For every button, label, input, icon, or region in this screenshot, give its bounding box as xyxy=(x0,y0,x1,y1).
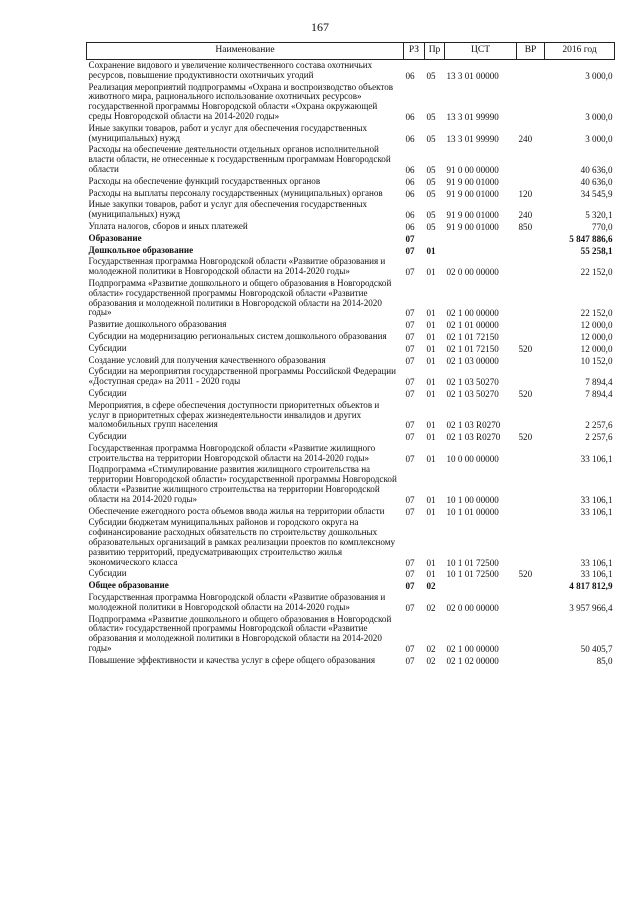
header-sum: 2016 год xyxy=(545,43,615,60)
row-pr: 01 xyxy=(426,343,436,354)
row-name: Обеспечение ежегодного роста объемов ввода жилья на территории области xyxy=(88,505,385,516)
row-vr xyxy=(517,614,545,655)
row-name: Подпрограмма «Развитие дошкольного и общего образования в Новгородской области» государственной программы Новгородской области «Развитие образования и молодежной политики в Новгородской области на 2014-2020 годы» xyxy=(88,277,392,318)
row-vr xyxy=(517,464,545,505)
row-rz: 06 xyxy=(405,70,415,81)
row-pr xyxy=(425,233,445,245)
row-vr xyxy=(517,60,545,82)
budget-table xyxy=(86,42,615,667)
table-row xyxy=(87,256,615,278)
row-cst: 91 9 00 01000 xyxy=(446,221,499,232)
row-rz: 07 xyxy=(405,355,415,366)
table-body xyxy=(87,60,615,667)
row-rz: 07 xyxy=(405,644,415,655)
row-rz: 07 xyxy=(405,308,415,319)
row-name: Государственная программа Новгородской области «Развитие жилищного строительства на территории Новгородской области на 2014-2020 годы» xyxy=(88,442,376,463)
row-cst: 10 1 01 72500 xyxy=(446,569,499,580)
table-row xyxy=(87,506,615,518)
row-pr: 01 xyxy=(426,355,436,366)
table-row xyxy=(87,655,615,667)
row-rz: 07 xyxy=(405,569,415,580)
row-rz: 07 xyxy=(405,245,415,256)
row-vr xyxy=(517,278,545,319)
row-name: Субсидии на мероприятия государственной программы Российской Федерации «Доступная среда» на 2011 - 2020 годы xyxy=(88,366,397,387)
row-vr xyxy=(517,443,545,465)
row-sum: 2 257,6 xyxy=(585,432,613,443)
row-cst: 02 0 00 00000 xyxy=(446,267,499,278)
row-cst: 10 1 00 00000 xyxy=(446,494,499,505)
row-cst: 10 1 01 00000 xyxy=(446,506,499,517)
row-vr xyxy=(517,592,545,614)
row-cst: 02 1 01 00000 xyxy=(446,320,499,331)
row-sum: 5 847 886,6 xyxy=(569,233,613,244)
row-cst: 13 3 01 99990 xyxy=(446,133,499,144)
row-cst: 13 3 01 00000 xyxy=(446,70,499,81)
row-rz: 07 xyxy=(405,388,415,399)
row-name: Развитие дошкольного образования xyxy=(88,319,227,330)
row-cst: 02 1 03 50270 xyxy=(446,388,499,399)
row-name: Дошкольное образование xyxy=(88,244,194,255)
row-vr: 120 xyxy=(518,188,533,199)
row-cst: 10 1 01 72500 xyxy=(446,557,499,568)
row-rz: 06 xyxy=(405,221,415,232)
table-row xyxy=(87,233,615,245)
row-name: Иные закупки товаров, работ и услуг для обеспечения государственных (муниципальных) нужд xyxy=(88,122,367,143)
row-rz: 07 xyxy=(405,453,415,464)
row-vr: 240 xyxy=(518,210,533,221)
row-pr: 01 xyxy=(426,420,436,431)
row-sum: 12 000,0 xyxy=(580,331,613,342)
row-rz: 06 xyxy=(405,164,415,175)
row-sum: 22 152,0 xyxy=(580,267,613,278)
row-pr: 05 xyxy=(426,164,436,175)
row-name: Подпрограмма «Развитие дошкольного и общего образования в Новгородской области» государственной программы Новгородской области «Развитие образования и молодежной политики в Новгородской области на 2014-2020 годы» xyxy=(88,613,392,654)
row-name: Образование xyxy=(88,232,142,243)
row-cst: 02 1 03 50270 xyxy=(446,377,499,388)
row-name: Расходы на обеспечение деятельности отдельных органов исполнительной власти области, не отнесенные к государственным программам Новгородской области xyxy=(88,144,391,174)
row-cst: 02 1 02 00000 xyxy=(446,655,499,666)
row-cst: 02 1 00 00000 xyxy=(446,308,499,319)
table-row xyxy=(87,388,615,400)
row-rz: 07 xyxy=(405,557,415,568)
row-sum: 3 000,0 xyxy=(585,70,613,81)
row-pr: 02 xyxy=(426,655,436,666)
row-vr: 240 xyxy=(518,133,533,144)
row-vr xyxy=(517,517,545,568)
row-pr: 01 xyxy=(426,388,436,399)
table-row xyxy=(87,245,615,257)
row-rz: 07 xyxy=(405,331,415,342)
row-pr: 01 xyxy=(426,557,436,568)
row-pr: 01 xyxy=(426,569,436,580)
row-rz: 07 xyxy=(405,420,415,431)
row-name: Мероприятия, в сфере обеспечения доступности приоритетных объектов и услуг в приоритетных сферах жизнедеятельности инвалидов и других маломобильных групп населения xyxy=(88,399,380,430)
row-name: Субсидии xyxy=(88,387,127,398)
row-pr: 05 xyxy=(426,188,436,199)
table-row xyxy=(87,221,615,233)
row-vr xyxy=(517,366,545,388)
row-vr xyxy=(517,319,545,331)
table-row xyxy=(87,592,615,614)
row-cst: 02 1 03 R0270 xyxy=(446,432,501,443)
row-cst: 91 9 00 01000 xyxy=(446,188,499,199)
row-pr: 01 xyxy=(426,245,436,256)
row-rz: 07 xyxy=(405,506,415,517)
table-row xyxy=(87,199,615,221)
page-number: 167 xyxy=(311,20,329,34)
row-vr xyxy=(517,655,545,667)
table-row xyxy=(87,355,615,367)
table-row xyxy=(87,431,615,443)
row-pr: 01 xyxy=(426,331,436,342)
table-row xyxy=(87,319,615,331)
row-pr: 02 xyxy=(426,581,436,592)
row-sum: 3 957 966,4 xyxy=(569,602,613,613)
row-sum: 85,0 xyxy=(596,655,613,666)
row-vr: 520 xyxy=(518,388,533,399)
row-sum: 33 106,1 xyxy=(580,506,613,517)
table-row xyxy=(87,82,615,123)
row-rz: 07 xyxy=(405,432,415,443)
row-vr xyxy=(517,400,545,431)
row-rz: 06 xyxy=(405,111,415,122)
row-vr xyxy=(517,233,545,245)
table-row xyxy=(87,464,615,505)
row-cst: 91 0 00 00000 xyxy=(446,164,499,175)
row-name: Расходы на обеспечение функций государственных органов xyxy=(88,175,321,186)
row-rz: 07 xyxy=(405,494,415,505)
row-cst xyxy=(445,233,517,245)
row-vr xyxy=(517,245,545,257)
row-vr xyxy=(517,355,545,367)
row-sum: 3 000,0 xyxy=(585,133,613,144)
row-pr: 02 xyxy=(426,602,436,613)
header-pr: Пр xyxy=(425,43,445,60)
row-vr: 520 xyxy=(518,569,533,580)
row-pr: 05 xyxy=(426,133,436,144)
row-sum: 50 405,7 xyxy=(580,644,613,655)
row-sum: 55 258,1 xyxy=(580,245,613,256)
row-sum: 22 152,0 xyxy=(580,308,613,319)
row-sum: 7 894,4 xyxy=(585,388,613,399)
row-vr xyxy=(517,580,545,592)
row-rz: 06 xyxy=(405,133,415,144)
row-name: Создание условий для получения качественного образования xyxy=(88,354,326,365)
row-name: Государственная программа Новгородской области «Развитие образования и молодежной политики в Новгородской области на 2014-2020 годы» xyxy=(88,256,386,277)
row-rz: 06 xyxy=(405,210,415,221)
header-cst: ЦСТ xyxy=(445,43,517,60)
row-name: Реализация мероприятий подпрограммы «Охрана и воспроизводство объектов животного мира, рационального использование охотничьих ресурсов» государственной программы Новгородской области «Охрана окружающей среды Новгородской области на 2014-2020 годы» xyxy=(88,81,394,121)
row-rz: 07 xyxy=(405,343,415,354)
row-name: Уплата налогов, сборов и иных платежей xyxy=(88,220,248,231)
row-pr: 02 xyxy=(426,644,436,655)
row-cst: 02 1 01 72150 xyxy=(446,331,499,342)
row-sum: 3 000,0 xyxy=(585,111,613,122)
table-header-row xyxy=(87,43,615,60)
row-name: Субсидии бюджетам муниципальных районов и городского округа на софинансирование расходных обязательств по строительству дошкольных образовательных организаций в рамках реализации проектов по комплексному развитию территорий, предусматривающих строительство жилья экономического класса xyxy=(88,517,396,567)
header-vr: ВР xyxy=(517,43,545,60)
row-rz: 06 xyxy=(405,188,415,199)
table-row xyxy=(87,188,615,200)
row-pr: 05 xyxy=(426,210,436,221)
row-sum: 770,0 xyxy=(592,221,613,232)
row-vr xyxy=(517,176,545,188)
row-sum: 7 894,4 xyxy=(585,377,613,388)
row-sum: 10 152,0 xyxy=(580,355,613,366)
table-row xyxy=(87,331,615,343)
row-cst: 91 9 00 01000 xyxy=(446,210,499,221)
row-cst: 10 0 00 00000 xyxy=(446,453,499,464)
row-rz: 07 xyxy=(405,581,415,592)
table-row xyxy=(87,343,615,355)
row-rz: 06 xyxy=(405,176,415,187)
row-name: Подпрограмма «Стимулирование развития жилищного строительства на территории Новгородской области» государственной программы Новгородской области «Развитие жилищного строительства на территории Новгородской области на 2014-2020 годы» xyxy=(88,464,397,504)
row-name: Иные закупки товаров, работ и услуг для обеспечения государственных (муниципальных) нужд xyxy=(88,199,367,220)
row-cst: 02 1 00 00000 xyxy=(446,644,499,655)
row-pr: 05 xyxy=(426,70,436,81)
row-name: Субсидии на модернизацию региональных систем дошкольного образования xyxy=(88,330,387,341)
row-pr: 01 xyxy=(426,377,436,388)
table-row xyxy=(87,60,615,82)
row-name: Расходы на выплаты персоналу государственных (муниципальных) органов xyxy=(88,187,383,198)
row-vr xyxy=(517,144,545,175)
row-rz: 07 xyxy=(405,377,415,388)
row-rz: 07 xyxy=(405,655,415,666)
row-sum: 4 817 812,9 xyxy=(569,581,613,592)
row-pr: 01 xyxy=(426,308,436,319)
row-name: Государственная программа Новгородской области «Развитие образования и молодежной политики в Новгородской области на 2014-2020 годы» xyxy=(88,592,386,612)
row-vr: 850 xyxy=(518,221,533,232)
table-row xyxy=(87,614,615,655)
table-row xyxy=(87,176,615,188)
row-name: Субсидии xyxy=(88,342,127,353)
row-pr: 05 xyxy=(426,176,436,187)
row-name: Субсидии xyxy=(88,431,127,442)
row-sum: 12 000,0 xyxy=(580,320,613,331)
row-pr: 01 xyxy=(426,432,436,443)
row-pr: 01 xyxy=(426,320,436,331)
row-rz: 07 xyxy=(405,267,415,278)
row-sum: 33 106,1 xyxy=(580,494,613,505)
table-row xyxy=(87,517,615,568)
table-row xyxy=(87,278,615,319)
row-sum: 12 000,0 xyxy=(580,343,613,354)
row-name: Сохранение видового и увеличение количественного состава охотничьих ресурсов, повышение продуктивности охотничьих угодий xyxy=(88,60,373,80)
row-vr: 520 xyxy=(518,343,533,354)
row-cst: 02 1 03 00000 xyxy=(446,355,499,366)
table-row xyxy=(87,123,615,145)
row-sum: 2 257,6 xyxy=(585,420,613,431)
table-row xyxy=(87,366,615,388)
row-rz: 07 xyxy=(405,320,415,331)
header-name: Наименование xyxy=(87,43,404,60)
row-cst xyxy=(445,580,517,592)
row-vr: 520 xyxy=(518,432,533,443)
row-name: Общее образование xyxy=(88,580,169,591)
row-pr: 05 xyxy=(426,221,436,232)
row-cst: 13 3 01 99990 xyxy=(446,111,499,122)
row-pr: 05 xyxy=(426,111,436,122)
row-cst: 91 9 00 01000 xyxy=(446,176,499,187)
row-name: Повышение эффективности и качества услуг в сфере общего образования xyxy=(88,654,376,665)
table-row xyxy=(87,144,615,175)
row-pr: 01 xyxy=(426,506,436,517)
row-rz: 07 xyxy=(405,602,415,613)
row-pr: 01 xyxy=(426,494,436,505)
row-cst: 02 0 00 00000 xyxy=(446,602,499,613)
table-row xyxy=(87,580,615,592)
row-pr: 01 xyxy=(426,267,436,278)
row-sum: 33 106,1 xyxy=(580,557,613,568)
row-vr xyxy=(517,331,545,343)
table-row xyxy=(87,443,615,465)
table-row xyxy=(87,568,615,580)
row-cst: 02 1 03 R0270 xyxy=(446,420,501,431)
table-row xyxy=(87,400,615,431)
row-cst: 02 1 01 72150 xyxy=(446,343,499,354)
row-pr: 01 xyxy=(426,453,436,464)
header-rz: РЗ xyxy=(404,43,425,60)
row-sum: 40 636,0 xyxy=(580,164,613,175)
row-vr xyxy=(517,256,545,278)
row-vr xyxy=(517,506,545,518)
row-name: Субсидии xyxy=(88,568,127,579)
row-cst xyxy=(445,245,517,257)
row-sum: 33 106,1 xyxy=(580,569,613,580)
row-sum: 34 545,9 xyxy=(580,188,613,199)
row-vr xyxy=(517,82,545,123)
row-rz: 07 xyxy=(405,233,415,244)
row-sum: 5 320,1 xyxy=(585,210,613,221)
row-sum: 33 106,1 xyxy=(580,453,613,464)
row-sum: 40 636,0 xyxy=(580,176,613,187)
